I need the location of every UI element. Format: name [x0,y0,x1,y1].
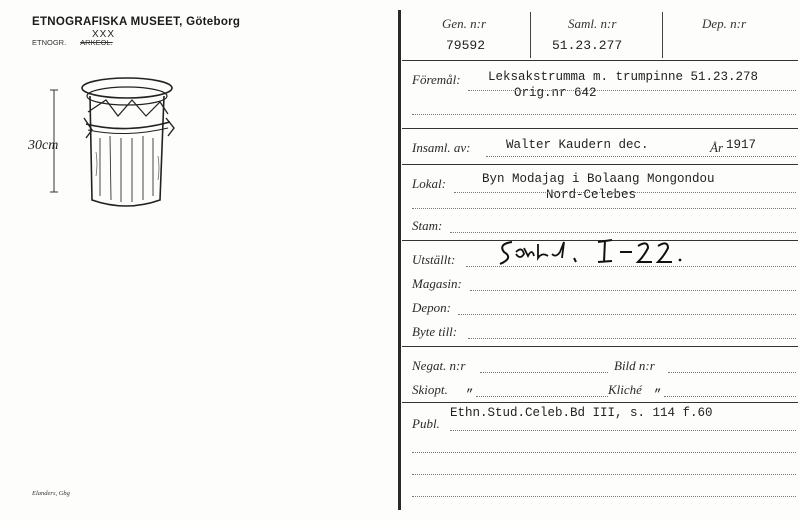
skiopt-line [476,396,608,397]
lokal-value-2: Nord-Celebes [546,188,637,202]
bild-line [668,372,796,373]
skiopt-ditto: „ [466,380,474,394]
kliche-ditto: „ [654,380,662,394]
depon-label: Depon: [412,300,451,315]
dept-etnogr: ETNOGR. [32,38,67,47]
section-rule [402,402,798,403]
strike-mark: XXX [92,29,116,40]
lokal-line [412,208,796,209]
negat-line [480,372,608,373]
lokal-line [454,192,796,193]
magasin-label: Magasin: [412,276,462,291]
dep-nr-label: Dep. n:r [702,16,747,31]
foremal-orig-nr: Orig.nr 642 [514,86,597,100]
header-rule [402,60,798,61]
byte-line [468,338,796,339]
insaml-label: Insaml. av: [412,140,471,155]
depon-line [458,314,796,315]
handwriting-icon [494,234,704,274]
utstallt-line [466,266,796,267]
size-label: 30cm [28,138,59,153]
museum-name: ETNOGRAFISKA MUSEET, Göteborg [32,16,241,28]
foremal-line [412,114,796,115]
card-divider [398,10,401,510]
header-separator [530,12,531,58]
byte-label: Byte till: [412,324,458,339]
bild-label: Bild n:r [614,358,655,373]
saml-nr-label: Saml. n:r [568,16,617,31]
saml-nr-value: 51.23.277 [552,38,623,53]
gen-nr-label: Gen. n:r [442,16,487,31]
magasin-line [470,290,796,291]
publ-line [412,452,796,453]
insaml-line [486,156,796,157]
printer-mark: Elanders, Gbg [32,490,70,497]
negat-label: Negat. n:r [412,358,466,373]
utstallt-label: Utställt: [412,252,456,267]
kliche-line [664,396,796,397]
section-rule [402,164,798,165]
stam-label: Stam: [412,218,443,233]
gen-nr-value: 79592 [446,38,486,53]
lokal-label: Lokal: [412,176,446,191]
kliche-label: Kliché [608,382,642,397]
publ-line [450,430,796,431]
header-separator [662,12,663,58]
stam-line [450,232,796,233]
ar-value: 1917 [726,138,757,152]
skiopt-label: Skiopt. [412,382,448,397]
foremal-value: Leksakstrumma m. trumpinne 51.23.278 [488,70,759,84]
lokal-value: Byn Modajag i Bolaang Mongondou [482,172,715,186]
ar-label: År [710,140,723,155]
foremal-line [468,90,796,91]
dept-arkeol: ARKEOL. [80,38,113,47]
section-rule [402,346,798,347]
publ-line [412,474,796,475]
publ-label: Publ. [412,416,440,431]
section-rule [402,128,798,129]
publ-value: Ethn.Stud.Celeb.Bd III, s. 114 f.60 [450,406,713,420]
utstallt-handwriting [494,234,704,279]
insaml-value: Walter Kaudern dec. [506,138,649,152]
foremal-label: Föremål: [412,72,461,87]
publ-line [412,496,796,497]
